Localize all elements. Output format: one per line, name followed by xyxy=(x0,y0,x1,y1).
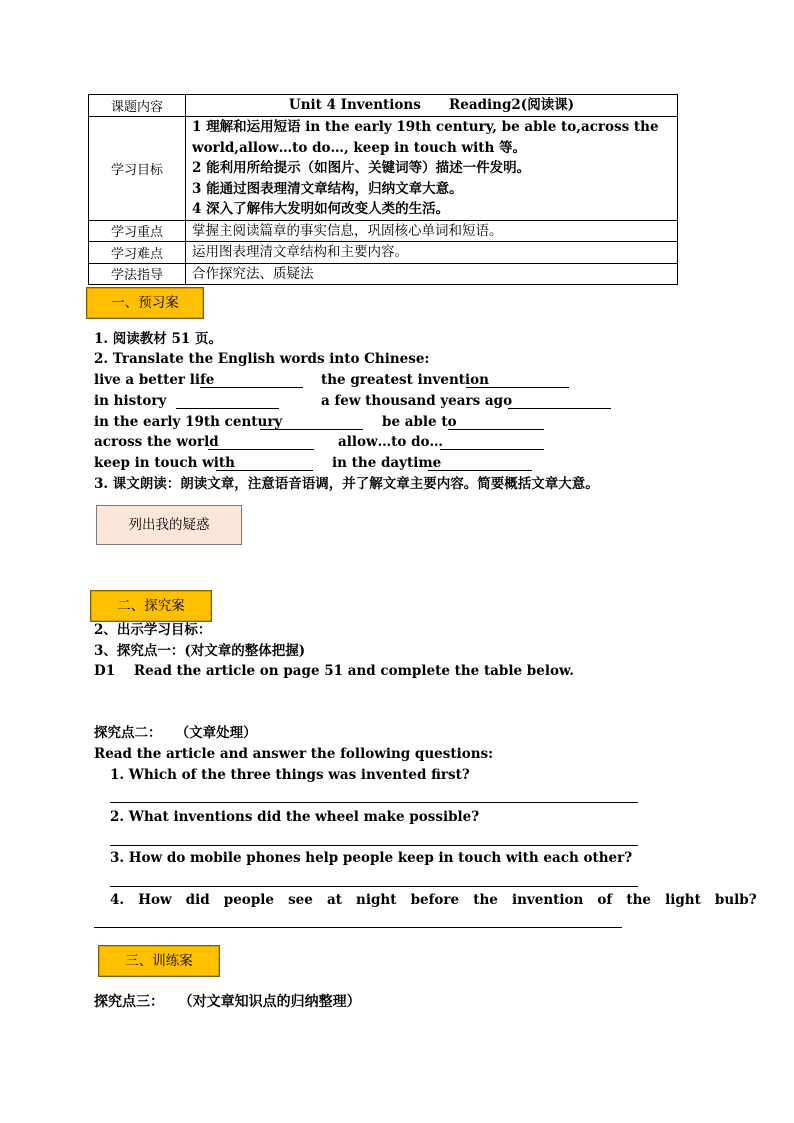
focus-value: 掌握主阅读篇章的事实信息，巩固核心单词和短语。 xyxy=(186,220,678,242)
phrase-left: live a better life xyxy=(94,372,215,388)
preview-item-2: 2. Translate the English words into Chinese: xyxy=(94,351,430,367)
focus-label: 学习重点 xyxy=(89,220,186,242)
explore-line-3: D1 Read the article on page 51 and complete the table below. xyxy=(94,663,574,679)
answer-line[interactable] xyxy=(110,845,638,846)
goal-line: world,allow…to do…, keep in touch with 等。 xyxy=(192,139,527,156)
answer-blank[interactable] xyxy=(176,408,279,409)
preview-item-1: 1. 阅读教材 51 页。 xyxy=(94,331,222,347)
doubt-box: 列出我的疑惑 xyxy=(96,505,242,545)
goals-list xyxy=(186,117,678,221)
phrase-right: a few thousand years ago xyxy=(321,393,513,409)
difficulty-value: 运用图表理清文章结构和主要内容。 xyxy=(186,242,678,264)
goal-line: 1 理解和运用短语 in the early 19th century, be able to,across the xyxy=(192,119,659,135)
section-tag-preview: 一、预习案 xyxy=(86,287,204,319)
phrase-right: in the daytime xyxy=(332,455,442,471)
answer-blank[interactable] xyxy=(448,429,544,430)
answer-line[interactable] xyxy=(110,802,638,803)
point2-intro: Read the article and answer the following questions: xyxy=(94,746,494,762)
phrase-left: in the early 19th century xyxy=(94,414,283,430)
explore-line-2: 3、探究点一：(对文章的整体把握) xyxy=(94,643,306,659)
section-tag-explore: 二、探究案 xyxy=(90,590,212,622)
answer-blank[interactable] xyxy=(440,449,544,450)
difficulty-label: 学习难点 xyxy=(89,242,186,264)
answer-blank[interactable] xyxy=(200,387,303,388)
phrase-right: allow…to do… xyxy=(338,434,444,450)
method-value: 合作探究法、质疑法 xyxy=(186,263,678,285)
phrase-right: be able to xyxy=(382,414,457,430)
phrase-left: keep in touch with xyxy=(94,455,235,471)
question: 3. How do mobile phones help people keep in touch with each other? xyxy=(110,850,633,866)
phrase-left: in history xyxy=(94,393,167,409)
phrase-right: the greatest invention xyxy=(321,372,489,388)
topic-label: 课题内容 xyxy=(89,95,186,117)
goal-line: 4 深入了解伟大发明如何改变人类的生活。 xyxy=(192,201,450,217)
method-label: 学法指导 xyxy=(89,263,186,285)
goals-label: 学习目标 xyxy=(89,117,186,221)
answer-blank[interactable] xyxy=(216,470,313,471)
answer-blank[interactable] xyxy=(466,387,569,388)
question: 2. What inventions did the wheel make possible? xyxy=(110,809,480,825)
preview-item-3: 3. 课文朗读：朗读文章，注意语音语调，并了解文章主要内容。简要概括文章大意。 xyxy=(94,476,599,492)
goal-line: 3 能通过图表理清文章结构，归纳文章大意。 xyxy=(192,180,463,197)
answer-blank[interactable] xyxy=(208,449,314,450)
question: 1. Which of the three things was invented first? xyxy=(110,767,470,783)
goal-line: 2 能利用所给提示（如图片、关键词等）描述一件发明。 xyxy=(192,160,531,176)
answer-line[interactable] xyxy=(94,927,622,928)
answer-line[interactable] xyxy=(110,886,638,887)
answer-blank[interactable] xyxy=(260,429,363,430)
phrase-left: across the world xyxy=(94,434,219,450)
question: 4. How did people see at night before the invention of the light bulb? xyxy=(110,892,757,908)
answer-blank[interactable] xyxy=(508,408,611,409)
explore-line-1: 2、出示学习目标： xyxy=(94,622,212,638)
point2-title: 探究点二： （文章处理） xyxy=(94,725,257,741)
answer-blank[interactable] xyxy=(428,470,532,471)
info-table xyxy=(88,94,678,285)
point3-title: 探究点三： （对文章知识点的归纳整理） xyxy=(94,994,361,1010)
section-tag-practice: 三、训练案 xyxy=(98,945,220,977)
topic-value: Unit 4 Inventions Reading2(阅读课) xyxy=(186,95,678,117)
